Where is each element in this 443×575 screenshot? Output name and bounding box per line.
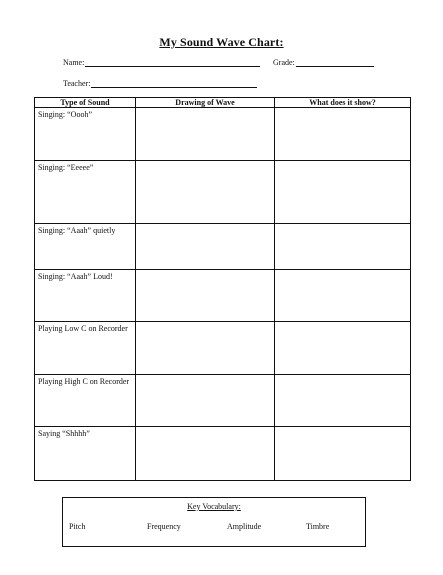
- what-it-shows-cell[interactable]: [275, 108, 411, 161]
- worksheet-title: My Sound Wave Chart:: [159, 35, 284, 49]
- table-row: [35, 322, 411, 375]
- what-it-shows-cell[interactable]: [275, 161, 411, 224]
- wave-drawing-cell[interactable]: [136, 224, 275, 270]
- wave-drawing-cell[interactable]: [136, 108, 275, 161]
- sound-type-cell: Singing: “Aaah” Loud!: [35, 270, 136, 322]
- wave-drawing-cell[interactable]: [136, 375, 275, 427]
- name-field[interactable]: [63, 58, 260, 67]
- vocab-term-timbre: Timbre: [306, 522, 330, 531]
- table-row: [35, 427, 411, 481]
- sound-type-cell: Playing High C on Recorder: [35, 375, 136, 427]
- sound-type-cell: Saying “Shhhh”: [35, 427, 136, 481]
- wave-drawing-cell[interactable]: [136, 322, 275, 375]
- key-vocabulary-box: [62, 497, 366, 547]
- header-what-does-it-show: What does it show?: [275, 98, 411, 108]
- teacher-field[interactable]: [63, 79, 257, 88]
- vocab-term-amplitude: Amplitude: [227, 522, 262, 531]
- grade-label: Grade:: [273, 58, 295, 67]
- grade-blank-line[interactable]: [296, 59, 374, 67]
- sound-type-cell: Playing Low C on Recorder: [35, 322, 136, 375]
- sound-type-cell: Singing: “Oooh”: [35, 108, 136, 161]
- table-header-row: [35, 98, 411, 108]
- wave-drawing-cell[interactable]: [136, 270, 275, 322]
- teacher-label: Teacher:: [63, 79, 91, 88]
- header-type-of-sound: Type of Sound: [35, 98, 136, 108]
- key-vocabulary-title: Key Vocabulary:: [187, 502, 241, 511]
- vocab-term-pitch: Pitch: [69, 522, 86, 531]
- table-row: [35, 161, 411, 224]
- header-drawing-of-wave: Drawing of Wave: [136, 98, 275, 108]
- teacher-blank-line[interactable]: [91, 80, 257, 88]
- what-it-shows-cell[interactable]: [275, 427, 411, 481]
- table-row: [35, 108, 411, 161]
- grade-field[interactable]: [273, 58, 374, 67]
- table-row: [35, 224, 411, 270]
- wave-drawing-cell[interactable]: [136, 161, 275, 224]
- name-label: Name:: [63, 58, 85, 67]
- what-it-shows-cell[interactable]: [275, 322, 411, 375]
- what-it-shows-cell[interactable]: [275, 224, 411, 270]
- sound-wave-table: [34, 97, 411, 481]
- sound-type-cell: Singing: “Aaah” quietly: [35, 224, 136, 270]
- table-row: [35, 270, 411, 322]
- name-blank-line[interactable]: [85, 59, 260, 67]
- vocab-term-frequency: Frequency: [147, 522, 181, 531]
- sound-type-cell: Singing: “Eeeee”: [35, 161, 136, 224]
- table-row: [35, 375, 411, 427]
- what-it-shows-cell[interactable]: [275, 270, 411, 322]
- what-it-shows-cell[interactable]: [275, 375, 411, 427]
- wave-drawing-cell[interactable]: [136, 427, 275, 481]
